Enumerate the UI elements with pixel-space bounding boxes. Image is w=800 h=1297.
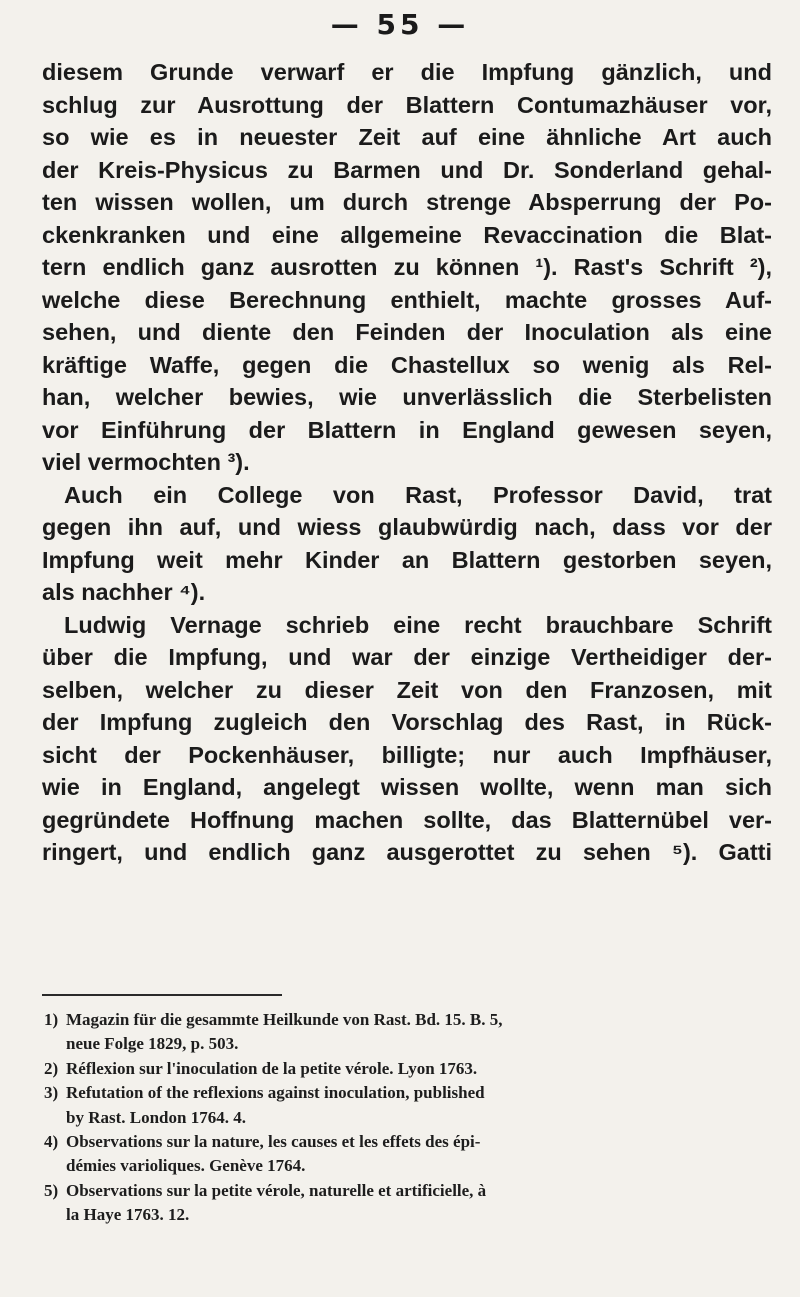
footnote-line: Réflexion sur l'inoculation de la petite vérole. Lyon 1763. [66,1058,478,1078]
text-line: so wie es in neuester Zeit auf eine ähnliche Art auch [42,124,772,150]
footnote-line: la Haye 1763. 12. [66,1205,190,1225]
text-line: diesem Grunde verwarf er die Impfung gänzlich, und [42,59,772,85]
footnote-number: 2) [44,1058,59,1078]
footnote [44,1130,764,1179]
text-line: ten wissen wollen, um durch strenge Absperrung der Po- [42,189,772,215]
main-text [42,56,772,869]
footnotes [44,1008,764,1228]
text-line: gegen ihn auf, und wiess glaubwürdig nach, dass vor der [42,514,772,540]
text-line: wie in England, angelegt wissen wollte, wenn man sich [42,774,772,800]
footnote [44,1057,764,1081]
footnote-line: neue Folge 1829, p. 503. [66,1034,239,1054]
footnote-divider [42,994,282,996]
text-line: über die Impfung, und war der einzige Vertheidiger der- [42,644,772,670]
footnote-line: démies varioliques. Genève 1764. [66,1156,306,1176]
text-line: als nachher ⁴). [42,579,206,605]
footnote-number: 3) [44,1083,59,1103]
text-line: Impfung weit mehr Kinder an Blattern gestorben seyen, [42,546,772,573]
footnote-line: Observations sur la petite vérole, naturelle et artificielle, à [66,1180,487,1200]
footnote-line: Magazin für die gesammte Heilkunde von Rast. Bd. 15. B. 5, [66,1010,503,1029]
footnote-number: 1) [44,1010,59,1029]
text-line: selben, welcher zu dieser Zeit von den Franzosen, mit [42,676,772,703]
footnote-number: 5) [44,1180,59,1200]
text-line: viel vermochten ³). [42,449,250,475]
text-line: ckenkranken und eine allgemeine Revaccination die Blat- [42,221,772,248]
page-number: — 55 — [330,8,470,41]
text-line: Auch ein College von Rast, Professor David, trat [64,481,772,508]
text-line: schlug zur Ausrottung der Blattern Contumazhäuser vor, [42,91,772,118]
text-line: han, welcher bewies, wie unverlässlich die Sterbelisten [42,384,772,410]
footnote-number: 4) [44,1132,59,1152]
footnote [44,1179,764,1228]
footnote-line: by Rast. London 1764. 4. [66,1107,246,1127]
text-line: sehen, und diente den Feinden der Inoculation als eine [42,319,772,345]
text-line: sicht der Pockenhäuser, billigte; nur auch Impfhäuser, [42,741,772,768]
text-line: welche diese Berechnung enthielt, machte grosses Auf- [42,286,772,313]
footnote [44,1008,764,1057]
footnote-line: Refutation of the reflexions against inoculation, published [66,1083,485,1103]
text-line: ringert, und endlich ganz ausgerottet zu sehen ⁵). Gatti [42,839,772,865]
text-line: kräftige Waffe, gegen die Chastellux so wenig als Rel- [42,351,772,378]
text-line: gegründete Hoffnung machen sollte, das Blatternübel ver- [42,806,772,833]
text-line: der Kreis-Physicus zu Barmen und Dr. Sonderland gehal- [42,156,772,183]
footnote-line: Observations sur la nature, les causes et les effets des épi- [66,1132,481,1152]
text-line: der Impfung zugleich den Vorschlag des Rast, in Rück- [42,709,772,735]
text-line: tern endlich ganz ausrotten zu können ¹). Rast's Schrift ²), [42,254,772,280]
footnote [44,1081,764,1130]
text-line: vor Einführung der Blattern in England gewesen seyen, [42,416,772,443]
text-line: Ludwig Vernage schrieb eine recht brauchbare Schrift [64,611,772,638]
